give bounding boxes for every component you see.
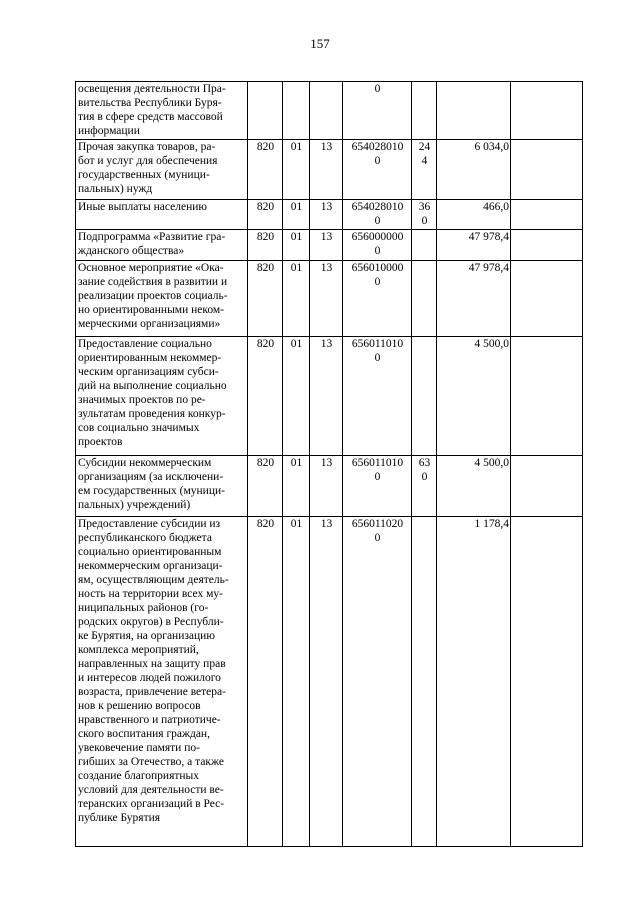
subsection-code: 13 [310, 517, 343, 847]
target-article-code: 656000000 0 [343, 230, 412, 261]
item-name: Иные выплаты населению [76, 200, 248, 230]
extra-column [511, 82, 583, 140]
target-article-code: 656011020 0 [343, 517, 412, 847]
subsection-code [310, 82, 343, 140]
grbs-code: 820 [248, 140, 283, 200]
expense-type-code [412, 337, 437, 456]
extra-column [511, 337, 583, 456]
page-number: 157 [310, 36, 330, 51]
item-name: освещения деятельности Пра- вительства Республики Буря- тия в сфере средств массовой информации [76, 82, 248, 140]
item-name: Субсидии некоммерческим организациям (за исключени- ем государственных (муници- пальных) учреждений) [76, 456, 248, 517]
table-row [76, 456, 583, 517]
amount: 1 178,4 [437, 517, 511, 847]
extra-column [511, 517, 583, 847]
subsection-code: 13 [310, 337, 343, 456]
budget-table [75, 81, 583, 847]
section-code: 01 [283, 337, 310, 456]
grbs-code: 820 [248, 261, 283, 337]
expense-type-code [412, 517, 437, 847]
target-article-code: 656011010 0 [343, 456, 412, 517]
item-name: Предоставление социально ориентированным некоммер- ческим организациям субси- дий на выполнение социально значимых проектов по ре- зультатам проведения конкур- сов социально значимых проектов [76, 337, 248, 456]
section-code [283, 82, 310, 140]
table-row [76, 140, 583, 200]
table-row [76, 82, 583, 140]
amount: 47 978,4 [437, 261, 511, 337]
section-code: 01 [283, 140, 310, 200]
item-name: Основное мероприятие «Ока- зание содействия в развитии и реализации проектов социаль- но ориентированными неком- мерческими организациями» [76, 261, 248, 337]
section-code: 01 [283, 261, 310, 337]
subsection-code: 13 [310, 456, 343, 517]
target-article-code: 0 [343, 82, 412, 140]
expense-type-code [412, 82, 437, 140]
expense-type-code [412, 261, 437, 337]
section-code: 01 [283, 200, 310, 230]
extra-column [511, 200, 583, 230]
amount: 4 500,0 [437, 456, 511, 517]
table-row [76, 261, 583, 337]
target-article-code: 654028010 0 [343, 200, 412, 230]
item-name: Прочая закупка товаров, ра- бот и услуг для обеспечения государственных (муници- пальных) нужд [76, 140, 248, 200]
item-name: Предоставление субсидии из республиканского бюджета социально ориентированным некоммерческим организаци- ям, осуществляющим деятель- ность на территории всех му- ниципальных районов (го- родских округов) в Республи- ке Бурятия, на организацию комплекса мероприятий, направленных на защиту прав и интересов людей пожилого возраста, привлечение ветера- нов к решению вопросов нравственного и патриотиче- ского воспитания граждан, увековечение памяти по- гибших за Отечество, а также создание благоприятных условий для деятельности ве- теранских организаций в Рес- публике Бурятия [76, 517, 248, 847]
extra-column [511, 261, 583, 337]
expense-type-code [412, 230, 437, 261]
table-row [76, 200, 583, 230]
subsection-code: 13 [310, 230, 343, 261]
subsection-code: 13 [310, 200, 343, 230]
target-article-code: 656011010 0 [343, 337, 412, 456]
table-row [76, 517, 583, 847]
section-code: 01 [283, 230, 310, 261]
grbs-code: 820 [248, 200, 283, 230]
expense-type-code: 24 4 [412, 140, 437, 200]
expense-type-code: 63 0 [412, 456, 437, 517]
grbs-code: 820 [248, 456, 283, 517]
extra-column [511, 456, 583, 517]
amount [437, 82, 511, 140]
amount: 6 034,0 [437, 140, 511, 200]
target-article-code: 656010000 0 [343, 261, 412, 337]
grbs-code [248, 82, 283, 140]
amount: 47 978,4 [437, 230, 511, 261]
grbs-code: 820 [248, 230, 283, 261]
subsection-code: 13 [310, 261, 343, 337]
table-row [76, 337, 583, 456]
table-row [76, 230, 583, 261]
grbs-code: 820 [248, 517, 283, 847]
section-code: 01 [283, 456, 310, 517]
amount: 4 500,0 [437, 337, 511, 456]
subsection-code: 13 [310, 140, 343, 200]
section-code: 01 [283, 517, 310, 847]
amount: 466,0 [437, 200, 511, 230]
target-article-code: 654028010 0 [343, 140, 412, 200]
extra-column [511, 140, 583, 200]
grbs-code: 820 [248, 337, 283, 456]
extra-column [511, 230, 583, 261]
item-name: Подпрограмма «Развитие гра- жданского общества» [76, 230, 248, 261]
expense-type-code: 36 0 [412, 200, 437, 230]
